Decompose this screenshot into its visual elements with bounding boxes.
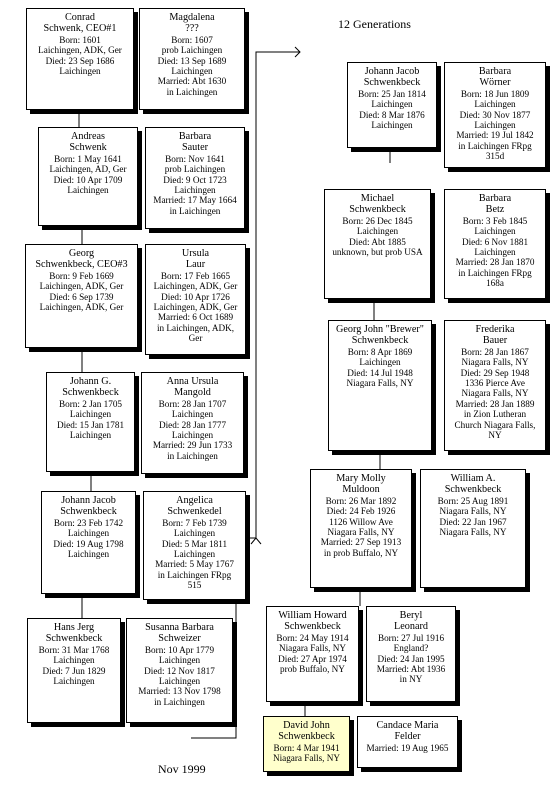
person-detail: Laichingen, ADK, Ger [153, 281, 238, 292]
person-name: William A. [450, 473, 496, 484]
person-name: Schwenkbeck [62, 387, 119, 399]
person-name: Barbara [478, 66, 512, 77]
person-box[interactable] [141, 372, 244, 474]
person-detail: Laichingen [474, 120, 516, 131]
person-name: Mary Molly [336, 473, 386, 484]
person-detail: Born: 9 Feb 1669 [49, 270, 114, 281]
person-detail: in Zion Lutheran [463, 409, 527, 420]
person-detail: Laichingen [67, 528, 110, 539]
person-name: Mangold [174, 387, 211, 399]
person-detail: Died: 12 Nov 1817 [144, 665, 215, 676]
person-detail: in Laichingen [166, 86, 218, 97]
person-name: Felder [394, 731, 421, 743]
person-detail: Niagara Falls, NY [439, 506, 507, 517]
person-detail: Laichingen [171, 66, 213, 77]
person-detail: Born: 31 Mar 1768 [38, 644, 110, 655]
person-detail: Died: 8 Mar 1876 [359, 109, 425, 120]
person-box[interactable] [26, 8, 134, 110]
person-name: Schwenkbeck [45, 633, 103, 645]
person-detail: 1126 Willow Ave [329, 516, 393, 527]
person-detail: Laichingen [67, 185, 109, 196]
person-name: Hans Jerg [53, 622, 95, 633]
person-detail: 168a [486, 278, 504, 289]
person-detail: Married: 17 May 1664 [153, 195, 237, 206]
person-detail: Died: 6 Nov 1881 [461, 236, 529, 247]
person-detail: Married: 27 Sep 1913 [320, 537, 402, 548]
person-name: Schwenk [69, 142, 107, 154]
person-box[interactable] [145, 244, 246, 355]
person-detail: unknown, but prob USA [332, 247, 423, 258]
person-name: Schwenkbeck [349, 204, 406, 216]
person-name: Johann G. [69, 376, 112, 387]
person-name: Magdalena [169, 12, 215, 23]
person-name: Schwenk, CEO#1 [43, 23, 117, 35]
person-detail: 515 [187, 580, 202, 591]
person-detail: Laichingen, AD, Ger [49, 164, 127, 175]
person-detail: in Laichingen FRpg [458, 140, 532, 151]
person-name: Barbara [478, 193, 512, 204]
person-detail: Died: 14 Jul 1948 [347, 367, 413, 378]
person-detail: Born: 26 Mar 1892 [325, 495, 397, 506]
date-label: Nov 1999 [158, 762, 206, 776]
person-name: Candace Maria [376, 720, 439, 731]
person-detail: Died: 19 Aug 1798 [53, 538, 124, 549]
person-detail: Born: 23 Feb 1742 [53, 517, 124, 528]
person-detail: Laichingen, ADK, Ger [153, 302, 238, 313]
person-detail: Died: 23 Sep 1686 [45, 55, 115, 66]
person-detail: Born: 7 Feb 1739 [162, 517, 227, 528]
person-detail: Born: 1 May 1641 [54, 153, 122, 164]
person-detail: Died: Abt 1885 [349, 236, 406, 247]
person-detail: Niagara Falls, NY [461, 357, 529, 368]
person-detail: Married: 6 Oct 1689 [157, 312, 234, 323]
person-detail: Laichingen [53, 676, 95, 687]
person-box[interactable] [126, 618, 233, 723]
person-detail: Died: 15 Jan 1781 [56, 419, 125, 430]
person-box-self[interactable] [263, 716, 350, 772]
person-detail: Married: 28 Jan 1889 [455, 398, 535, 409]
person-box[interactable] [145, 127, 245, 229]
person-box[interactable] [347, 62, 437, 148]
person-name: Wörner [479, 77, 511, 89]
person-name: Johann Jacob [61, 495, 116, 506]
person-name: Schweizer [158, 633, 201, 645]
person-detail: Laichingen [174, 185, 216, 196]
person-detail: Died: 24 Jan 1995 [377, 653, 445, 664]
person-detail: Born: 3 Feb 1845 [462, 215, 528, 226]
person-name: Barbara [178, 131, 212, 142]
person-detail: Born: 17 Feb 1665 [160, 270, 231, 281]
person-box[interactable] [143, 491, 246, 600]
person-box[interactable] [444, 320, 546, 451]
person-box[interactable] [324, 189, 431, 299]
person-detail: Died: 22 Jan 1967 [439, 516, 507, 527]
person-detail: in NY [399, 674, 423, 685]
person-detail: Born: 1607 [171, 34, 213, 45]
person-detail: Laichingen [359, 357, 401, 368]
person-box[interactable] [27, 618, 121, 723]
person-detail: Born: 2 Jan 1705 [58, 398, 123, 409]
person-detail: Niagara Falls, NY [461, 388, 529, 399]
person-detail: Died: 27 Apr 1974 [278, 653, 347, 664]
person-detail: Married: Abt 1936 [376, 664, 446, 675]
person-detail: Born: 28 Jan 1707 [158, 398, 227, 409]
person-detail: prob Laichingen [161, 45, 223, 56]
person-box[interactable] [444, 62, 546, 168]
person-detail: Ger [188, 333, 203, 344]
person-detail: Born: 28 Jan 1867 [461, 346, 529, 357]
person-detail: in prob Buffalo, NY [323, 547, 399, 558]
person-box[interactable] [38, 127, 138, 226]
person-detail: Died: 10 Apr 1726 [161, 291, 230, 302]
person-box[interactable] [328, 320, 432, 451]
person-detail: Laichingen [158, 676, 201, 687]
person-box[interactable] [357, 716, 458, 768]
person-box[interactable] [25, 244, 138, 348]
person-detail: Laichingen [67, 549, 110, 560]
person-detail: Born: 25 Jan 1814 [358, 88, 426, 99]
person-detail: Married: 5 May 1767 [155, 559, 234, 570]
person-detail: Laichingen [171, 430, 214, 441]
person-name: Schwenkbeck [278, 731, 335, 743]
person-detail: Laichingen [173, 549, 216, 560]
person-detail: Born: 18 Jun 1809 [460, 88, 530, 99]
person-detail: Laichingen [69, 409, 112, 420]
person-detail: Died: 29 Sep 1948 [460, 367, 530, 378]
person-name: ??? [185, 23, 199, 35]
person-detail: Died: 13 Sep 1689 [157, 55, 227, 66]
person-detail: Died: 7 Jun 1829 [42, 665, 106, 676]
person-detail: 315d [485, 151, 505, 162]
person-detail: England? [393, 643, 429, 654]
person-detail: Born: 24 May 1914 [276, 632, 349, 643]
person-name: Angelica [176, 495, 213, 506]
person-name: Johann Jacob [364, 66, 420, 77]
person-name: Muldoon [342, 484, 380, 496]
person-name: Schwenkbeck [351, 335, 409, 347]
person-name: Anna Ursula [166, 376, 219, 387]
person-detail: Died: 10 Apr 1709 [53, 174, 123, 185]
person-detail: Laichingen, ADK, Ger [38, 45, 122, 56]
person-detail: Born: 10 Apr 1779 [144, 644, 215, 655]
person-box[interactable] [444, 189, 546, 299]
person-detail: Laichingen [53, 655, 95, 666]
person-detail: Married: Abt 1630 [157, 76, 227, 87]
person-detail: Laichingen [69, 430, 112, 441]
person-name: Ursula [181, 248, 210, 259]
person-detail: in Laichingen [154, 696, 205, 707]
person-name: Andreas [71, 131, 105, 142]
person-name: Michael [360, 193, 395, 204]
person-detail: Laichingen [356, 226, 399, 237]
person-detail: Died: 5 Mar 1811 [161, 538, 228, 549]
person-detail: Niagara Falls, NY [346, 378, 414, 389]
person-name: Schwenkbeck [444, 484, 502, 496]
person-name: Leonard [394, 621, 428, 633]
person-name: Georg John "Brewer" [336, 324, 424, 335]
person-name: Sauter [181, 142, 209, 154]
person-detail: Church Niagara Falls, [454, 419, 536, 430]
person-detail: Laichingen [371, 120, 413, 131]
person-detail: Niagara Falls, NY [327, 527, 395, 538]
person-detail: in Laichingen [169, 205, 221, 216]
person-name: Georg [68, 248, 95, 259]
person-box[interactable] [310, 469, 412, 588]
person-detail: Laichingen [173, 528, 216, 539]
person-detail: Laichingen, ADK, Ger [39, 302, 124, 313]
person-detail: in Laichingen FRpg [458, 267, 532, 278]
person-detail: prob Laichingen [164, 164, 226, 175]
person-detail: in Laichingen [167, 450, 218, 461]
person-name: David John [283, 720, 330, 731]
person-name: Beryl [399, 610, 423, 621]
person-box[interactable] [266, 606, 359, 702]
person-detail: Born: 4 Mar 1941 [273, 742, 340, 753]
person-detail: Niagara Falls, NY [272, 753, 341, 764]
person-detail: Born: 26 Dec 1845 [342, 215, 413, 226]
person-detail: NY [488, 430, 502, 441]
person-name: Schwenkbeck [284, 621, 341, 633]
person-detail: Married: 29 Jun 1733 [152, 440, 233, 451]
person-name: Schwenkedel [167, 506, 222, 518]
person-detail: Born: Nov 1641 [165, 153, 225, 164]
person-box[interactable] [366, 606, 456, 702]
person-detail: Niagara Falls, NY [439, 527, 507, 538]
person-detail: Died: 28 Jan 1777 [158, 419, 227, 430]
person-detail: Laichingen [474, 226, 516, 237]
person-detail: Died: 24 Feb 1926 [326, 506, 396, 517]
person-detail: in Laichingen FRpg [157, 569, 232, 580]
person-detail: prob Buffalo, NY [280, 664, 345, 675]
person-detail: Died: 30 Nov 1877 [459, 109, 531, 120]
person-detail: Laichingen [371, 99, 413, 110]
person-name: Schwenkbeck [363, 77, 421, 89]
person-detail: Laichingen [158, 655, 201, 666]
person-detail: Niagara Falls, NY [278, 643, 347, 654]
person-detail: Married: 13 Nov 1798 [138, 686, 221, 697]
person-detail: Born: 8 Apr 1869 [347, 346, 413, 357]
person-detail: 1336 Pierce Ave [464, 378, 526, 389]
person-name: Bauer [482, 335, 508, 347]
person-detail: Married: 19 Aug 1965 [366, 742, 449, 753]
person-detail: Laichingen [59, 66, 101, 77]
person-box[interactable] [420, 469, 526, 588]
person-name: Laur [185, 259, 206, 271]
person-detail: Laichingen, ADK, Ger [39, 281, 124, 292]
person-detail: Born: 1601 [59, 34, 101, 45]
person-name: William Howard [278, 610, 347, 621]
person-detail: Married: 28 Jan 1870 [455, 257, 535, 268]
person-name: Conrad [65, 12, 95, 23]
person-detail: Married: 19 Jul 1842 [456, 130, 534, 141]
person-detail: in Laichingen, ADK, [156, 322, 235, 333]
person-detail: Laichingen [474, 99, 516, 110]
person-detail: Born: 27 Jul 1916 [377, 632, 445, 643]
person-detail: Laichingen [171, 409, 214, 420]
person-box[interactable] [41, 491, 136, 594]
person-name: Frederika [475, 324, 515, 335]
person-detail: Died: 9 Oct 1723 [163, 174, 227, 185]
person-name: Betz [485, 204, 505, 216]
person-box[interactable] [46, 372, 135, 472]
person-name: Schwenkbeck [60, 506, 117, 518]
chart-title: 12 Generations [338, 17, 411, 31]
person-detail: Died: 6 Sep 1739 [49, 291, 114, 302]
person-detail: Born: 25 Aug 1891 [437, 495, 509, 506]
person-name: Schwenkbeck, CEO#3 [35, 259, 128, 271]
person-name: Susanna Barbara [145, 622, 214, 633]
person-detail: Laichingen [474, 247, 516, 258]
person-box[interactable] [139, 8, 245, 110]
